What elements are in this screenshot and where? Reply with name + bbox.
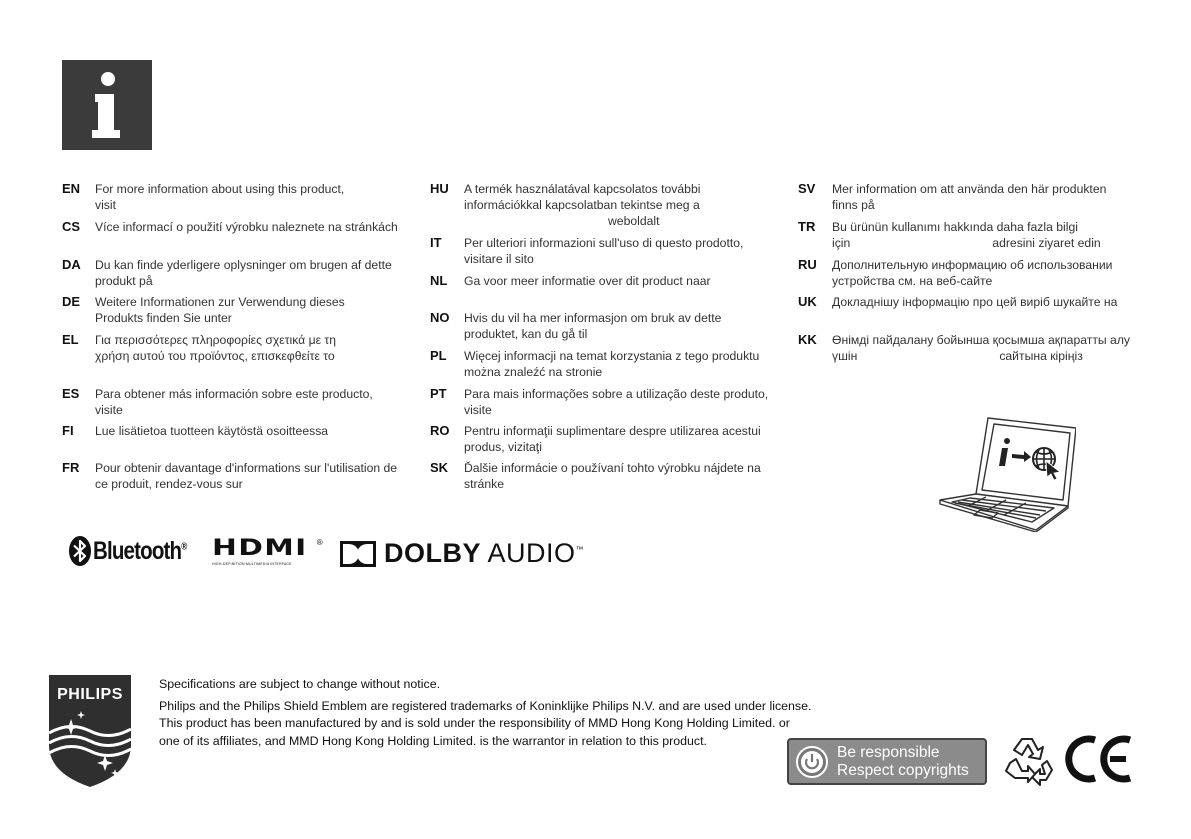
- lang-code: TR: [798, 219, 816, 234]
- lang-text: Para obtener más información sobre este producto, visite: [95, 387, 373, 417]
- lang-text: Дополнительную информацию об использовании устройства см. на веб-сайте: [832, 258, 1113, 288]
- lang-code: CS: [62, 219, 81, 234]
- lang-code: SK: [430, 460, 449, 475]
- lang-code: DA: [62, 257, 81, 272]
- lang-text: Per ulteriori informazioni sull'uso di questo prodotto, visitare il sito: [464, 236, 744, 266]
- footer-line: Philips and the Philips Shield Emblem are registered trademarks of Koninklijke Philips N.V. and are used under license.: [159, 698, 812, 713]
- lang-code: KK: [798, 332, 817, 347]
- hdmi-reg-mark: ®: [316, 538, 323, 547]
- lang-text: Mer information om att använda den här produkten finns på: [832, 182, 1107, 212]
- lang-text: A termék használatával kapcsolatos további információkkal kapcsolatban tekintse meg a weboldalt: [464, 182, 701, 228]
- lang-code: NL: [430, 273, 448, 288]
- bluetooth-icon: [69, 536, 91, 566]
- lang-text: Докладнішу інформацію про цей виріб шукайте на: [832, 295, 1118, 309]
- lang-code: EN: [62, 181, 81, 196]
- badge-line: Respect copyrights: [837, 761, 969, 779]
- hdmi-logo: [212, 538, 323, 566]
- philips-shield-logo: [45, 673, 135, 794]
- lang-text: Du kan finde yderligere oplysninger om brugen af dette produkt på: [95, 258, 392, 288]
- footer-line: Specifications are subject to change without notice.: [159, 677, 441, 691]
- bluetooth-logo: [69, 536, 207, 566]
- lang-text: Pour obtenir davantage d'informations sur l'utilisation de ce produit, rendez-vous sur: [95, 461, 398, 491]
- lang-code: EL: [62, 332, 79, 347]
- lang-text: Lue lisätietoa tuotteen käytöstä osoitteessa: [95, 424, 329, 438]
- dolby-wordmark: DOLBY AUDIO™: [384, 538, 585, 568]
- lang-text: Өнімді пайдалану бойынша қосымша ақпаратты алу үшін сайтына кіріңіз: [832, 333, 1131, 363]
- footer-line: one of its affiliates, and MMD Hong Kong Holding Limited. is the warrantor in relation to this product.: [159, 733, 707, 748]
- lang-text: Para mais informações sobre a utilização deste produto, visite: [464, 387, 769, 417]
- hdmi-wordmark: HDMI: [212, 536, 308, 561]
- recycle-icon: [1002, 733, 1056, 792]
- lang-text: Více informací o použití výrobku naleznete na stránkách: [95, 220, 398, 234]
- lang-text: Ďalšie informácie o používaní tohto výrobku nájdete na stránke: [464, 461, 761, 491]
- dolby-audio-logo: [340, 538, 584, 569]
- bluetooth-wordmark: Bluetooth®: [93, 536, 187, 565]
- be-responsible-badge: [787, 738, 987, 785]
- lang-code: HU: [430, 181, 449, 196]
- footer-line: This product has been manufactured by and is sold under the responsibility of MMD Hong Kong Holding Limited. or: [159, 716, 790, 730]
- lang-text: For more information about using this product, visit: [95, 182, 345, 212]
- info-icon: [62, 60, 152, 150]
- lang-text: Για περισσότερες πληροφορίες σχετικά με τη χρήση αυτού του προϊόντος, επισκεφθείτε το: [95, 333, 337, 363]
- lang-code: RU: [798, 257, 817, 272]
- lang-text: Więcej informacji na temat korzystania z tego produktu można znaleźć na stronie: [464, 349, 760, 379]
- lang-code: IT: [430, 235, 442, 250]
- lang-text: Weitere Informationen zur Verwendung dieses Produkts finden Sie unter: [95, 295, 345, 325]
- lang-code: SV: [798, 181, 816, 196]
- lang-code: NO: [430, 310, 450, 325]
- svg-text:CE: CE: [1064, 732, 1066, 733]
- lang-code: DE: [62, 294, 81, 309]
- lang-code: ES: [62, 386, 80, 401]
- dolby-double-d-icon: [340, 541, 376, 567]
- badge-line: Be responsible: [837, 743, 940, 761]
- lang-code: UK: [798, 294, 817, 309]
- lang-text: Pentru informaţii suplimentare despre utilizarea acestui produs, vizitaţi: [464, 424, 761, 454]
- footer-notice: [159, 676, 811, 750]
- hdmi-subtitle: HIGH-DEFINITION MULTIMEDIA INTERFACE: [212, 562, 292, 566]
- lang-code: PT: [430, 386, 447, 401]
- lang-code: RO: [430, 423, 450, 438]
- philips-wordmark: PHILIPS: [57, 686, 123, 703]
- lang-code: FR: [62, 460, 80, 475]
- power-circle-icon: [795, 745, 829, 779]
- lang-text: Bu ürünün kullanımı hakkında daha fazla bilgi için adresini ziyaret edin: [832, 220, 1101, 250]
- laptop-info-web-icon: [936, 414, 1076, 537]
- lang-text: Ga voor meer informatie over dit product naar: [464, 274, 711, 288]
- ce-mark: [1064, 732, 1136, 791]
- lang-text: Hvis du vil ha mer informasjon om bruk av dette produktet, kan du gå til: [464, 311, 722, 341]
- lang-code: PL: [430, 348, 447, 363]
- lang-code: FI: [62, 423, 74, 438]
